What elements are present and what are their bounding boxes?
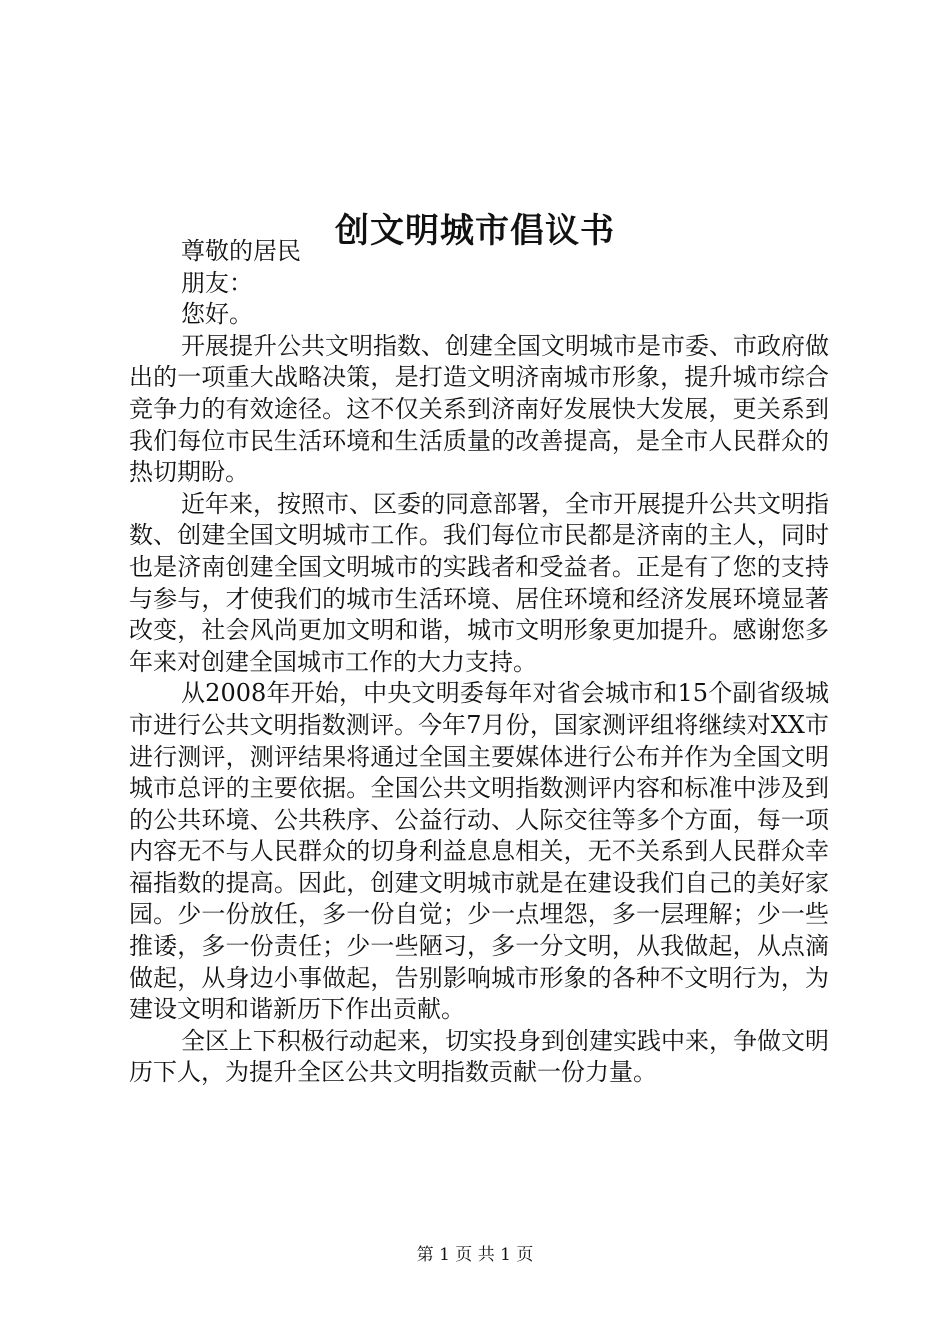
- paragraph-4: 全区上下积极行动起来，切实投身到创建实践中来，争做文明历下人，为提升全区公共文明指数贡献一份力量。: [129, 1026, 829, 1087]
- salutation-line-1: 尊敬的居民: [181, 237, 301, 265]
- paragraph-3: 从2008年开始，中央文明委每年对省会城市和15个副省级城市进行公共文明指数测评。今年7月份，国家测评组将继续对XX市进行测评，测评结果将通过全国主要媒体进行公布并作为全国文明城市总评的主要依据。全国公共文明指数测评内容和标准中涉及到的公共环境、公共秩序、公益行动、人际交往等多个方面，每一项内容无不与人民群众的切身利益息息相关，无不关系到人民群众幸福指数的提高。因此，创建文明城市就是在建设我们自己的美好家园。少一份放任，多一份自觉；少一点埋怨，多一层理解；少一些推诿，多一份责任；少一些陋习，多一分文明，从我做起，从点滴做起，从身边小事做起，告别影响城市形象的各种不文明行为，为建设文明和谐新历下作出贡献。: [129, 679, 829, 1024]
- greeting: 您好。: [181, 300, 253, 329]
- document-title: 创文明城市倡议书: [335, 210, 615, 251]
- paragraph-1: 开展提升公共文明指数、创建全国文明城市是市委、市政府做出的一项重大战略决策，是打造文明济南城市形象，提升城市综合竞争力的有效途径。这不仅关系到济南好发展快大发展，更关系到我们每位市民生活环境和生活质量的改善提高，是全市人民群众的热切期盼。: [129, 331, 829, 487]
- page-footer: 第 1 页 共 1 页: [416, 1245, 534, 1265]
- salutation-line-2: 朋友：: [181, 268, 253, 297]
- paragraph-2: 近年来，按照市、区委的同意部署，全市开展提升公共文明指数、创建全国文明城市工作。我们每位市民都是济南的主人，同时也是济南创建全国文明城市的实践者和受益者。正是有了您的支持与参与，才使我们的城市生活环境、居住环境和经济发展环境显著改变，社会风尚更加文明和谐，城市文明形象更加提升。感谢您多年来对创建全国城市工作的大力支持。: [129, 489, 829, 676]
- document-body: [129, 236, 829, 1089]
